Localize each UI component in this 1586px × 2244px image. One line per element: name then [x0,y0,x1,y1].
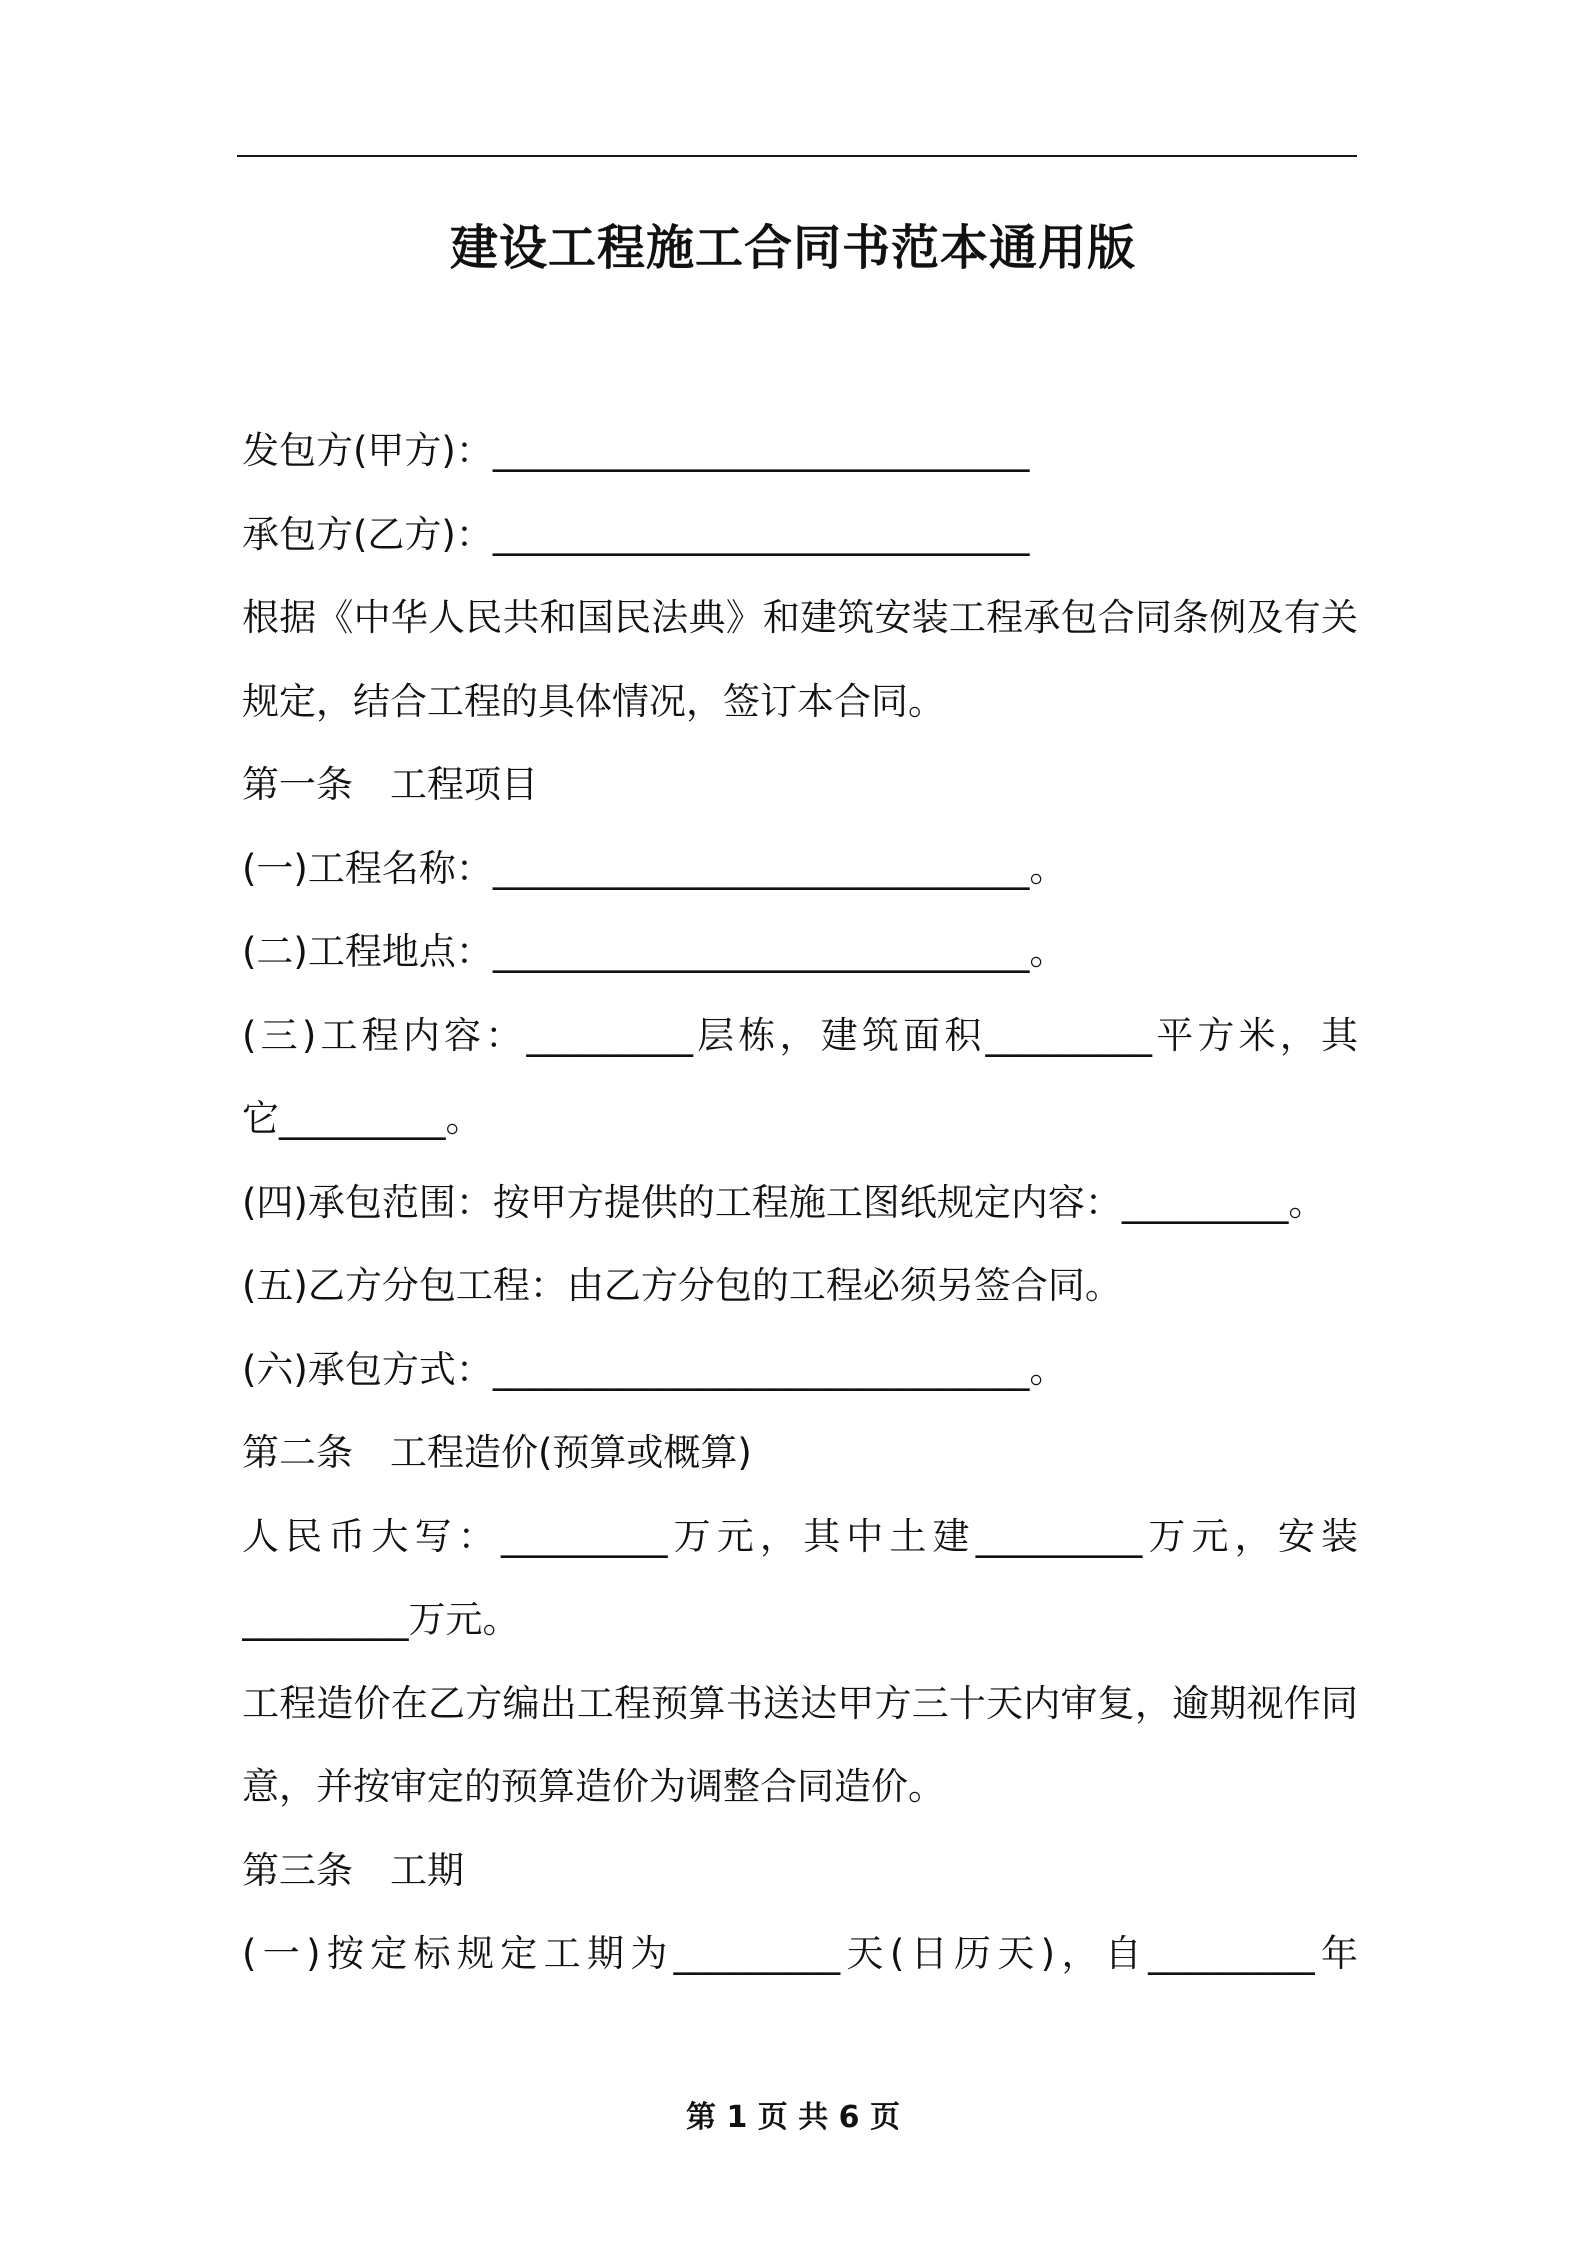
article-3-heading: 第三条 工期 [242,1848,464,1892]
preamble-line-2: 规定，结合工程的具体情况，签订本合同。 [242,679,945,723]
page-footer: 第 1 页 共 6 页 [686,2100,900,2135]
subcontract-line: (五)乙方分包工程：由乙方分包的工程必须另签合同。 [242,1264,1122,1307]
party-b-line: 承包方(乙方)：_____________________________ [242,512,1030,556]
contract-method-line: (六)承包方式：_____________________________。 [242,1347,1067,1391]
contract-scope-line: (四)承包范围：按甲方提供的工程施工图纸规定内容：_________。 [242,1180,1326,1224]
article-2-heading: 第二条 工程造价(预算或概算) [242,1431,752,1474]
header-rule [237,155,1357,157]
project-name-line: (一)工程名称：_____________________________。 [242,846,1067,890]
project-content-line-2: 它_________。 [242,1097,483,1140]
document-title: 建设工程施工合同书范本通用版 [449,220,1136,276]
article-1-heading: 第一条 工程项目 [242,763,538,806]
price-line-2: _________万元。 [242,1598,520,1641]
document-body [242,409,1358,1996]
project-content-line-1: (三)工程内容：_________层栋，建筑面积_________平方米，其 [242,1013,1358,1057]
project-location-line: (二)工程地点：_____________________________。 [242,930,1067,973]
price-review-line-1: 工程造价在乙方编出工程预算书送达甲方三十天内审复，逾期视作同 [242,1681,1358,1725]
price-line-1: 人民币大写：_________万元，其中土建_________万元，安装 [242,1514,1358,1558]
price-review-line-2: 意，并按审定的预算造价为调整合同造价。 [242,1765,945,1808]
duration-line: (一)按定标规定工期为_________天(日历天)，自_________年 [242,1932,1358,1975]
party-a-line: 发包方(甲方)：_____________________________ [242,429,1030,472]
preamble-line-1: 根据《中华人民共和国民法典》和建筑安装工程承包合同条例及有关 [242,596,1358,639]
